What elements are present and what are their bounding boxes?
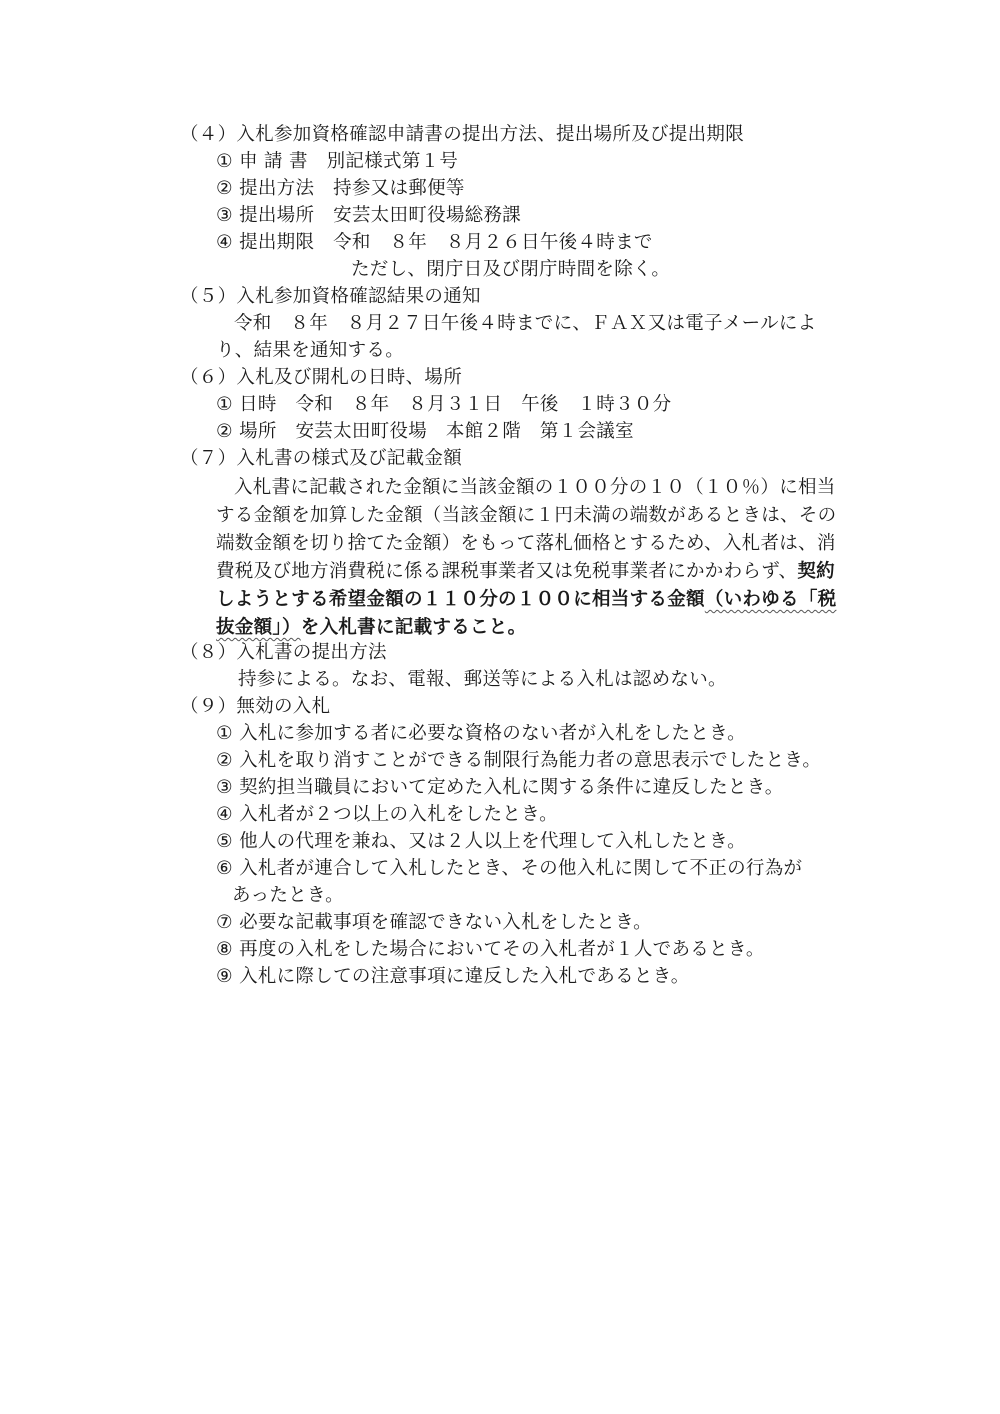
section-7-paragraph-line-4 xyxy=(216,559,835,585)
section-6-heading: （６）入札及び開札の日時、場所 xyxy=(180,367,463,388)
section-7-paragraph-line-1: 入札書に記載された金額に当該金額の１００分の１０（１０％）に相当 xyxy=(234,477,836,498)
section-4-item-1: ① 申 請 書 別記様式第１号 xyxy=(216,151,459,172)
section-5-paragraph-line-1: 令和 ８年 ８月２７日午後４時までに、ＦＡＸ又は電子メールによ xyxy=(234,313,817,334)
section-9-item-9: ⑨ 入札に際しての注意事項に違反した入札であるとき。 xyxy=(216,966,690,987)
section-5-paragraph-line-2: り、結果を通知する。 xyxy=(216,340,405,361)
section-7-paragraph-line-5 xyxy=(216,587,836,613)
section-9-item-3: ③ 契約担当職員において定めた入札に関する条件に違反したとき。 xyxy=(216,777,784,798)
section-4-item-4: ④ 提出期限 令和 ８年 ８月２６日午後４時まで xyxy=(216,232,653,253)
section-9-item-6-continuation: あったとき。 xyxy=(232,885,344,906)
section-7-paragraph-line-3: 端数金額を切り捨てた金額）をもって落札価格とするため、入札者は、消 xyxy=(216,533,836,554)
section-7-line-6-emphasis: を入札書に記載すること。 xyxy=(300,617,527,638)
section-8-heading: （８）入札書の提出方法 xyxy=(180,642,387,663)
section-7-line-5-emphasis: しようとする希望金額の１１０分の１００に相当する金額 xyxy=(216,589,705,610)
section-9-item-1: ① 入札に参加する者に必要な資格のない者が入札をしたとき。 xyxy=(216,723,746,744)
section-6-item-2: ② 場所 安芸太田町役場 本館２階 第１会議室 xyxy=(216,421,634,442)
section-9-item-8: ⑧ 再度の入札をした場合においてその入札者が１人であるとき。 xyxy=(216,939,765,960)
section-5-heading: （５）入札参加資格確認結果の通知 xyxy=(180,286,481,307)
section-4-heading: （４）入札参加資格確認申請書の提出方法、提出場所及び提出期限 xyxy=(180,124,745,145)
section-4-item-2: ② 提出方法 持参又は郵便等 xyxy=(216,178,465,199)
section-7-line-4-emphasis: 契約 xyxy=(797,561,835,582)
section-7-paragraph-line-6 xyxy=(216,615,526,641)
section-9-item-6: ⑥ 入札者が連合して入札したとき、その他入札に関して不正の行為が xyxy=(216,858,803,879)
section-4-item-4-note: ただし、閉庁日及び閉庁時間を除く。 xyxy=(351,259,671,280)
section-8-paragraph: 持参による。なお、電報、郵送等による入札は認めない。 xyxy=(238,669,727,690)
section-6-item-1: ① 日時 令和 ８年 ８月３１日 午後 １時３０分 xyxy=(216,394,672,415)
section-7-line-5-underlined: （いわゆる「税 xyxy=(704,589,837,610)
section-4-item-3: ③ 提出場所 安芸太田町役場総務課 xyxy=(216,205,522,226)
section-9-heading: （９）無効の入札 xyxy=(180,696,331,717)
section-7-line-4-text: 費税及び地方消費税に係る課税事業者又は免税事業者にかかわらず、 xyxy=(216,561,798,582)
section-9-item-5: ⑤ 他人の代理を兼ね、又は２人以上を代理して入札したとき。 xyxy=(216,831,746,852)
section-7-heading: （７）入札書の様式及び記載金額 xyxy=(180,448,463,469)
section-9-item-4: ④ 入札者が２つ以上の入札をしたとき。 xyxy=(216,804,558,825)
section-9-item-2: ② 入札を取り消すことができる制限行為能力者の意思表示でしたとき。 xyxy=(216,750,822,771)
section-7-line-6-underlined: 抜金額」） xyxy=(216,617,301,638)
section-9-item-7: ⑦ 必要な記載事項を確認できない入札をしたとき。 xyxy=(216,912,652,933)
section-7-paragraph-line-2: する金額を加算した金額（当該金額に１円未満の端数があるときは、その xyxy=(216,505,837,526)
